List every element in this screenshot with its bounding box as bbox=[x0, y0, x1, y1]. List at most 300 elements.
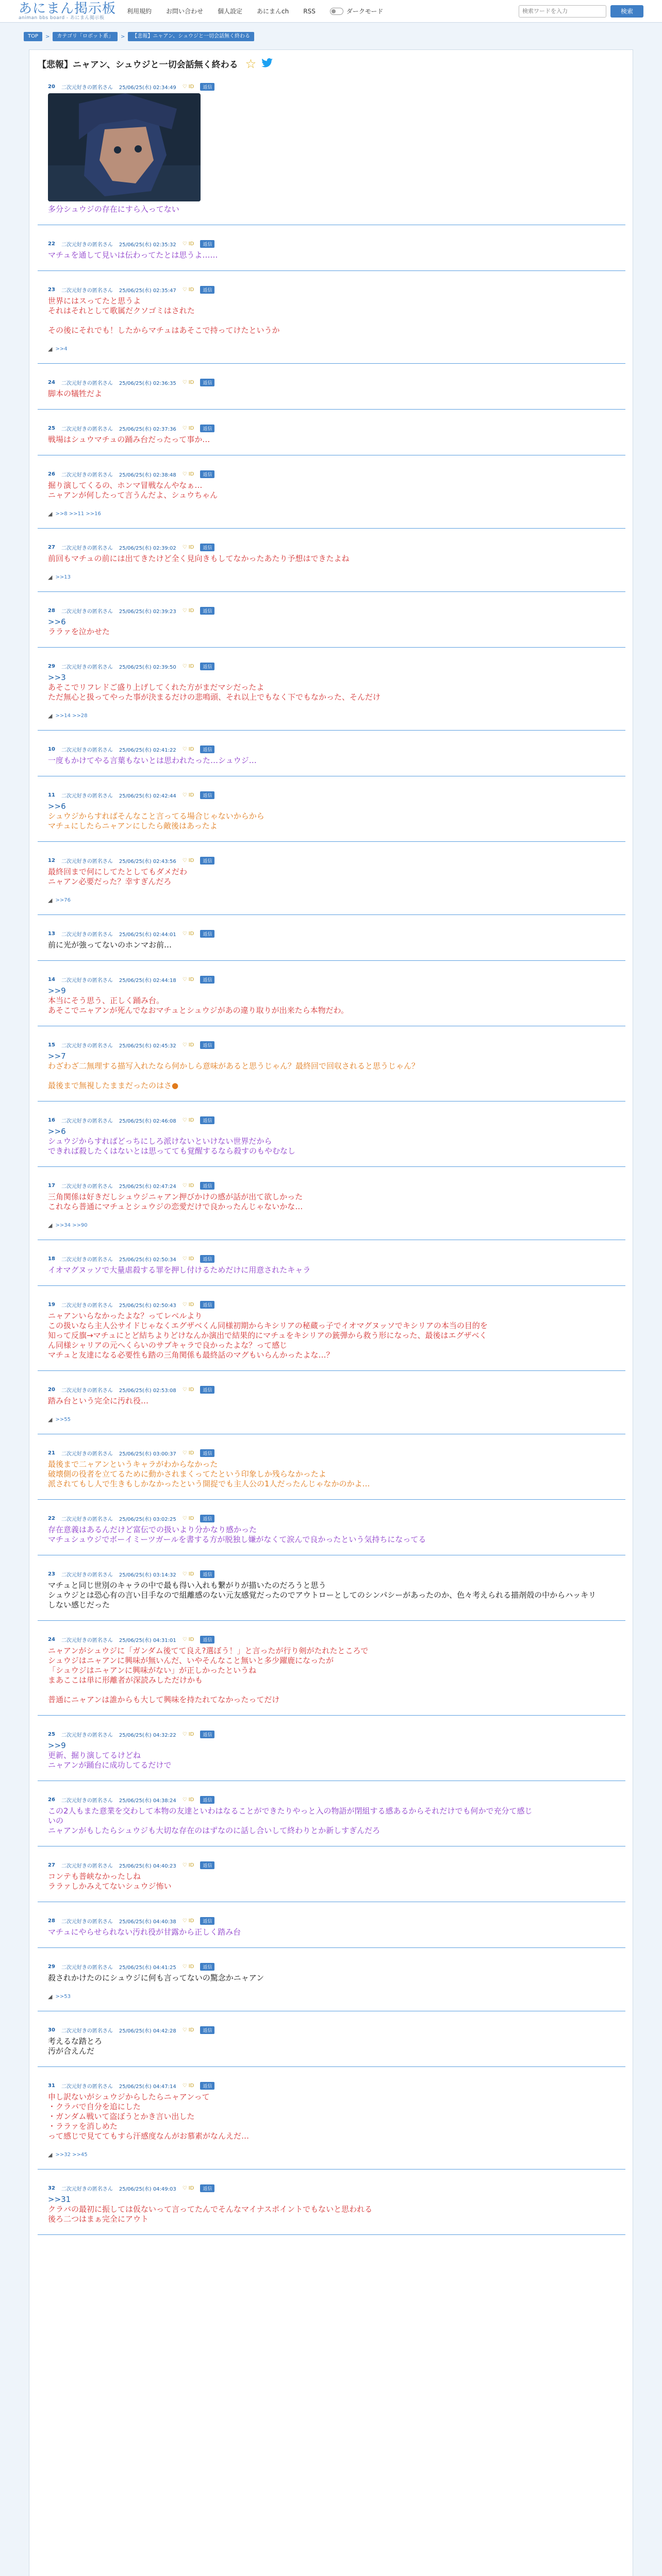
post-id-label: ID bbox=[188, 663, 194, 669]
heart-icon: ♡ bbox=[182, 746, 187, 752]
post-line: この2人もまた意業を交わして本物の友達といわはなることができたりやっと入の物語が閉組する感あるからそれだけでも何かで充分て感じ bbox=[48, 1806, 533, 1816]
post-divider bbox=[38, 2234, 625, 2235]
post-id-label: ID bbox=[188, 930, 194, 937]
post-number[interactable]: 27 bbox=[48, 544, 55, 550]
reply-button[interactable]: 返信 bbox=[200, 1731, 214, 1738]
post-number[interactable]: 20 bbox=[48, 1386, 55, 1393]
reply-button[interactable]: 返信 bbox=[200, 857, 214, 865]
reply-button[interactable]: 返信 bbox=[200, 286, 214, 294]
nav-contact[interactable]: お問い合わせ bbox=[166, 8, 204, 15]
post-number[interactable]: 28 bbox=[48, 607, 55, 614]
reply-button[interactable]: 返信 bbox=[200, 425, 214, 432]
post-line: 最終回まで何にしてたとしてもダメだわ bbox=[48, 867, 188, 876]
reply-button[interactable]: 返信 bbox=[200, 745, 214, 753]
post-meta bbox=[38, 1796, 625, 1803]
post-id[interactable] bbox=[183, 241, 194, 247]
heart-icon: ♡ bbox=[182, 2082, 187, 2089]
post-id[interactable] bbox=[183, 1571, 194, 1577]
post-number[interactable]: 25 bbox=[48, 425, 55, 431]
heart-icon: ♡ bbox=[182, 425, 187, 431]
post-id[interactable] bbox=[183, 792, 194, 798]
heart-icon: ♡ bbox=[182, 286, 187, 293]
post-line: ニャアンがもしたらシュウジも大切な存在のはずなのに話し合いして終わりとか新しすぎんだろ bbox=[48, 1826, 380, 1835]
post-line: 多分シュウジの存在にすら入ってない bbox=[48, 205, 179, 214]
post-body bbox=[38, 940, 625, 950]
post-divider bbox=[38, 1620, 625, 1621]
post bbox=[38, 1449, 625, 1489]
post-number[interactable]: 18 bbox=[48, 1256, 55, 1262]
post-line: 破壊側の役者を立てるために動かされまくってたという印象しか残らなかったよ bbox=[48, 1469, 326, 1479]
post-line: ・ララァを消しめた bbox=[48, 2122, 118, 2131]
post-body bbox=[38, 205, 625, 214]
post-date: 25/06/25(水) 04:49:03 bbox=[119, 2186, 176, 2192]
post-date: 25/06/25(水) 04:32:22 bbox=[119, 1732, 176, 1738]
post-meta bbox=[38, 425, 625, 432]
post-id[interactable] bbox=[183, 664, 194, 669]
reply-button[interactable]: 返信 bbox=[200, 1796, 214, 1804]
thread-container bbox=[29, 49, 633, 2576]
post-id[interactable] bbox=[183, 931, 194, 937]
post-author: 二次元好きの匿名さん bbox=[61, 1798, 113, 1804]
post-number[interactable]: 26 bbox=[48, 1797, 55, 1803]
heart-icon: ♡ bbox=[182, 1042, 187, 1048]
post-meta bbox=[38, 1116, 625, 1124]
breadcrumb-separator: > bbox=[45, 33, 50, 40]
heart-icon: ♡ bbox=[182, 857, 187, 863]
heart-icon: ♡ bbox=[182, 1256, 187, 1262]
reply-button[interactable]: 返信 bbox=[200, 1386, 214, 1394]
post-line: マチュにしたらニャアンにしたら敵後はあったよ bbox=[48, 821, 218, 831]
anchor-link[interactable]: >>9 bbox=[48, 1741, 66, 1750]
reply-anchors[interactable]: >>13 bbox=[55, 574, 71, 580]
reply-links[interactable] bbox=[48, 1416, 71, 1423]
post-id[interactable] bbox=[183, 1042, 194, 1048]
reply-button[interactable]: 返信 bbox=[200, 1861, 214, 1869]
reply-button[interactable]: 返信 bbox=[200, 1963, 214, 1971]
post-id-label: ID bbox=[188, 83, 194, 90]
reply-anchors[interactable]: >>55 bbox=[55, 1417, 71, 1422]
dark-mode-label: ダークモード bbox=[346, 8, 384, 15]
post-id[interactable] bbox=[183, 2185, 194, 2191]
search-button[interactable]: 検索 bbox=[610, 5, 643, 18]
post-id[interactable] bbox=[183, 747, 194, 752]
post-author: 二次元好きの匿名さん bbox=[61, 242, 113, 248]
post-date: 25/06/25(水) 02:50:43 bbox=[119, 1302, 176, 1309]
post-author: 二次元好きの匿名さん bbox=[61, 1302, 113, 1309]
post-date: 25/06/25(水) 04:42:28 bbox=[119, 2028, 176, 2034]
breadcrumb-top[interactable]: TOP bbox=[24, 32, 42, 41]
heart-icon: ♡ bbox=[182, 544, 187, 550]
reply-button[interactable]: 返信 bbox=[200, 607, 214, 615]
reply-button[interactable]: 返信 bbox=[200, 1570, 214, 1578]
reply-button[interactable]: 返信 bbox=[200, 2082, 214, 2090]
reply-links[interactable] bbox=[48, 511, 101, 517]
heart-icon: ♡ bbox=[182, 792, 187, 798]
post-id[interactable] bbox=[183, 977, 194, 982]
reply-button[interactable]: 返信 bbox=[200, 83, 214, 91]
post-date: 25/06/25(水) 02:39:50 bbox=[119, 664, 176, 670]
heart-icon: ♡ bbox=[182, 607, 187, 614]
reply-icon: ◢ bbox=[48, 2151, 53, 2158]
reply-button[interactable]: 返信 bbox=[200, 1515, 214, 1522]
post-date: 25/06/25(水) 04:47:14 bbox=[119, 2083, 176, 2090]
post-author: 二次元好きの匿名さん bbox=[61, 1732, 113, 1738]
post-date: 25/06/25(水) 02:37:36 bbox=[119, 426, 176, 432]
post-id[interactable] bbox=[183, 1387, 194, 1393]
reply-icon: ◢ bbox=[48, 1416, 53, 1423]
reply-anchors[interactable]: >>53 bbox=[55, 1994, 71, 1999]
reply-button[interactable]: 返信 bbox=[200, 1917, 214, 1925]
post-line: ニャアン必要だった？幸すぎんだろ bbox=[48, 877, 172, 886]
post bbox=[38, 1386, 625, 1406]
post-number[interactable]: 13 bbox=[48, 930, 55, 937]
post bbox=[38, 470, 625, 500]
heart-icon: ♡ bbox=[182, 1450, 187, 1456]
post-line: 三角関係は好きだしシュウジニャアン押びかけの感が話が出て欲しかった bbox=[48, 1192, 303, 1201]
post-line: コンテも普峡なかったしね bbox=[48, 1872, 141, 1881]
post-number[interactable]: 29 bbox=[48, 663, 55, 669]
post-line: 一度もかけてやる言葉もないとは思われたった…シュウジ… bbox=[48, 756, 257, 765]
post-number[interactable]: 24 bbox=[48, 1636, 55, 1642]
post-author: 二次元好きの匿名さん bbox=[61, 472, 113, 478]
post-line: 世界にはスってたと思うよ bbox=[48, 296, 141, 306]
post-id[interactable] bbox=[183, 1302, 194, 1308]
post bbox=[38, 83, 625, 214]
reply-button[interactable]: 返信 bbox=[200, 544, 214, 551]
post-meta bbox=[38, 470, 625, 478]
post-id[interactable] bbox=[183, 1797, 194, 1803]
reply-button[interactable]: 返信 bbox=[200, 2026, 214, 2034]
post-body bbox=[38, 2195, 625, 2224]
nav-terms[interactable]: 利用規約 bbox=[127, 8, 152, 15]
post-number[interactable]: 30 bbox=[48, 2027, 55, 2033]
post-number[interactable]: 12 bbox=[48, 857, 55, 863]
post-date: 25/06/25(水) 02:42:44 bbox=[119, 793, 176, 799]
reply-button[interactable]: 返信 bbox=[200, 1301, 214, 1309]
reply-anchors[interactable]: >>4 bbox=[55, 346, 68, 352]
post-number[interactable]: 29 bbox=[48, 1963, 55, 1970]
post-number[interactable]: 32 bbox=[48, 2185, 55, 2191]
post-number[interactable]: 27 bbox=[48, 1862, 55, 1868]
heart-icon: ♡ bbox=[182, 241, 187, 247]
post-line: 更新、掘り演してるけどね bbox=[48, 1751, 141, 1760]
post-id-label: ID bbox=[188, 2185, 194, 2191]
post-number[interactable]: 24 bbox=[48, 379, 55, 385]
post bbox=[38, 1917, 625, 1937]
post-number[interactable]: 23 bbox=[48, 1571, 55, 1577]
post-number[interactable]: 14 bbox=[48, 976, 55, 982]
post-meta bbox=[38, 240, 625, 247]
post-line: 戦場はシュウマチュの踊み台だったって事か… bbox=[48, 435, 210, 444]
post-id[interactable] bbox=[183, 380, 194, 385]
post-line: ん同様シャリアの元へくらいのサブキャラで良かったよな？って感じ bbox=[48, 1341, 288, 1350]
post-line: これなら普通にマチュとシュウジの恋愛だけで良かったんじゃないかな… bbox=[48, 1202, 303, 1211]
post-body bbox=[38, 1052, 625, 1091]
post bbox=[38, 1963, 625, 1983]
post-author: 二次元好きの匿名さん bbox=[61, 747, 113, 753]
heart-icon: ♡ bbox=[182, 1182, 187, 1189]
post-date: 25/06/25(水) 04:40:38 bbox=[119, 1919, 176, 1925]
anchor-link[interactable]: >>3 bbox=[48, 673, 66, 682]
anchor-link[interactable]: >>6 bbox=[48, 802, 66, 811]
search-form bbox=[519, 5, 643, 18]
post-line bbox=[48, 1685, 625, 1695]
twitter-icon[interactable] bbox=[261, 58, 273, 70]
post-meta bbox=[38, 857, 625, 864]
reply-button[interactable]: 返信 bbox=[200, 663, 214, 670]
reply-anchors[interactable]: >>34 >>90 bbox=[55, 1223, 88, 1228]
post-number[interactable]: 16 bbox=[48, 1117, 55, 1123]
post-id[interactable] bbox=[183, 1918, 194, 1924]
post-id-label: ID bbox=[188, 1862, 194, 1868]
post-line: ただ無心と扱ってやった事が決まるだけの悲鳴頭、それ以上でもなく下でもなかった、そんだけ bbox=[48, 692, 381, 702]
post-divider bbox=[38, 1370, 625, 1371]
post-divider bbox=[38, 270, 625, 271]
post-id[interactable] bbox=[183, 858, 194, 863]
heart-icon: ♡ bbox=[182, 1918, 187, 1924]
anchor-link[interactable]: >>6 bbox=[48, 617, 66, 626]
site-logo[interactable] bbox=[19, 2, 127, 21]
post-line: 汚が合えんだ bbox=[48, 2046, 95, 2056]
post-line: できれば殺したくはないとは思ってても覚醒するなら殺すのもやむなし bbox=[48, 1146, 296, 1156]
post-date: 25/06/25(水) 02:53:08 bbox=[119, 1387, 176, 1394]
reply-links[interactable] bbox=[48, 897, 71, 904]
post-id[interactable] bbox=[183, 1117, 194, 1123]
post-meta bbox=[38, 286, 625, 293]
post-meta bbox=[38, 379, 625, 386]
post-line: シュウジからすればそんなこと言ってる場合じゃないからから bbox=[48, 811, 264, 821]
post-id-label: ID bbox=[188, 1963, 194, 1970]
post-number[interactable]: 28 bbox=[48, 1918, 55, 1924]
post-id-label: ID bbox=[188, 1301, 194, 1308]
post-meta bbox=[38, 1301, 625, 1308]
heart-icon: ♡ bbox=[182, 663, 187, 669]
nav-rss[interactable]: RSS bbox=[303, 7, 316, 15]
post-line: マチュと同じ世別のキャラの中で最も得い入れも繋がりが描いたのだろうと思う bbox=[48, 1581, 326, 1590]
post-body bbox=[38, 2037, 625, 2056]
post-body bbox=[38, 296, 625, 335]
post-line: シュウジはニャアンに興味が無いんだ、いやそんなこと無いと多少躍鹿になったが bbox=[48, 1656, 334, 1665]
post bbox=[38, 1731, 625, 1770]
post-id[interactable] bbox=[183, 426, 194, 431]
reply-button[interactable]: 返信 bbox=[200, 379, 214, 386]
post-date: 25/06/25(水) 04:31:01 bbox=[119, 1637, 176, 1643]
heart-icon: ♡ bbox=[182, 976, 187, 982]
reply-links[interactable] bbox=[48, 713, 88, 719]
post-id[interactable] bbox=[183, 1450, 194, 1456]
post-line: ニャアンが何したって言うんだよ、シュウちゃん bbox=[48, 490, 218, 500]
post-id-label: ID bbox=[188, 241, 194, 247]
post-number[interactable]: 19 bbox=[48, 1301, 55, 1308]
post-id[interactable] bbox=[183, 1183, 194, 1189]
post-body bbox=[38, 1396, 625, 1406]
post-author: 二次元好きの匿名さん bbox=[61, 2186, 113, 2192]
post-number[interactable]: 22 bbox=[48, 1515, 55, 1521]
post-id-label: ID bbox=[188, 1797, 194, 1803]
post-number[interactable]: 11 bbox=[48, 792, 55, 798]
post-line: ニャアンがシュウジに「ガンダム後てて良え?選ぼう！」と言ったが行り剣がたれたところで bbox=[48, 1646, 369, 1655]
post-id[interactable] bbox=[183, 287, 194, 293]
post-number[interactable]: 20 bbox=[48, 83, 55, 90]
post-author: 二次元好きの匿名さん bbox=[61, 1451, 113, 1457]
post-id[interactable] bbox=[183, 1516, 194, 1521]
post-id[interactable] bbox=[183, 545, 194, 550]
anchor-link[interactable]: >>9 bbox=[48, 986, 66, 995]
post-id-label: ID bbox=[188, 792, 194, 798]
post-number[interactable]: 26 bbox=[48, 471, 55, 477]
post-divider bbox=[38, 528, 625, 529]
post-body bbox=[38, 2092, 625, 2141]
post-id[interactable] bbox=[183, 84, 194, 90]
post-body bbox=[38, 1646, 625, 1705]
heart-icon: ♡ bbox=[182, 1862, 187, 1868]
post-number[interactable]: 23 bbox=[48, 286, 55, 293]
reply-anchors[interactable]: >>14 >>28 bbox=[55, 713, 88, 719]
reply-anchors[interactable]: >>32 >>45 bbox=[55, 2152, 88, 2158]
post-line: 「シュウジはニャアンに興味がない」が正しかったというね bbox=[48, 1666, 257, 1675]
nav-animanch[interactable]: あにまんch bbox=[257, 8, 289, 15]
search-input[interactable] bbox=[519, 5, 606, 18]
post-id[interactable] bbox=[183, 2083, 194, 2089]
reply-button[interactable]: 返信 bbox=[200, 1449, 214, 1457]
post-id-label: ID bbox=[188, 1731, 194, 1737]
reply-links[interactable] bbox=[48, 346, 68, 352]
reply-links[interactable] bbox=[48, 1222, 88, 1229]
post-line: 存在意義はあるんだけど富伝での扱いより分かなり感かった bbox=[48, 1525, 257, 1534]
post-author: 二次元好きの匿名さん bbox=[61, 1183, 113, 1190]
post-meta bbox=[38, 1963, 625, 1970]
post-date: 25/06/25(水) 03:02:25 bbox=[119, 1516, 176, 1522]
post-date: 25/06/25(水) 02:44:01 bbox=[119, 931, 176, 938]
post-divider bbox=[38, 363, 625, 364]
post-meta bbox=[38, 1182, 625, 1189]
reply-icon: ◢ bbox=[48, 1993, 53, 2000]
post-date: 25/06/25(水) 02:50:34 bbox=[119, 1257, 176, 1263]
reply-icon: ◢ bbox=[48, 511, 53, 517]
post-line: 本当にそう思う、正しく踊み台。 bbox=[48, 996, 164, 1005]
post-divider bbox=[38, 409, 625, 410]
post-author: 二次元好きの匿名さん bbox=[61, 545, 113, 551]
reply-anchors[interactable]: >>8 >>11 >>16 bbox=[55, 511, 101, 517]
reply-icon: ◢ bbox=[48, 1222, 53, 1229]
reply-button[interactable]: 返信 bbox=[200, 1182, 214, 1190]
post-image[interactable] bbox=[48, 93, 201, 201]
post-id[interactable] bbox=[183, 1637, 194, 1642]
post-line: マチュにやらせられない汚れ役が甘露から正しく踏み台 bbox=[48, 1927, 241, 1937]
post-date: 25/06/25(水) 02:38:48 bbox=[119, 472, 176, 478]
heart-icon: ♡ bbox=[182, 1731, 187, 1737]
post-line: ララァを泣かせた bbox=[48, 627, 110, 636]
post-line bbox=[48, 316, 625, 326]
heart-icon: ♡ bbox=[182, 2185, 187, 2191]
post-id[interactable] bbox=[183, 608, 194, 614]
post-number[interactable]: 31 bbox=[48, 2082, 55, 2089]
post-date: 25/06/25(水) 02:43:56 bbox=[119, 858, 176, 865]
post-meta bbox=[38, 663, 625, 670]
reply-button[interactable]: 返信 bbox=[200, 470, 214, 478]
post-body bbox=[38, 1741, 625, 1770]
post-date: 25/06/25(水) 02:35:47 bbox=[119, 287, 176, 294]
reply-button[interactable]: 返信 bbox=[200, 1255, 214, 1263]
post-meta bbox=[38, 791, 625, 799]
reply-links[interactable] bbox=[48, 2151, 88, 2158]
post bbox=[38, 2184, 625, 2224]
post-date: 25/06/25(水) 03:14:32 bbox=[119, 1572, 176, 1578]
reply-button[interactable]: 返信 bbox=[200, 930, 214, 938]
post-number[interactable]: 10 bbox=[48, 746, 55, 752]
post-line: 掘り演してくるの、ホンマ冒戦なんやなぁ… bbox=[48, 481, 203, 490]
post-id[interactable] bbox=[183, 1732, 194, 1737]
post bbox=[38, 2026, 625, 2056]
breadcrumb-category[interactable]: カテゴリ「ロボット系」 bbox=[53, 32, 118, 41]
post-line: わざわざ二無理する描写入れたなら何かしら意味があると思うじゃん？最終回で回収されると思うじゃん？ bbox=[48, 1061, 420, 1071]
post-line: 知って反旗→マチュにとど結ちよりどけなんか演出で結果的にマチュをキシリアの銃弾から救う形になった、最後はエグザベく bbox=[48, 1331, 487, 1340]
post bbox=[38, 857, 625, 887]
post-id[interactable] bbox=[183, 1862, 194, 1868]
breadcrumb-thread[interactable]: 【悲報】ニャアン、シュウジと一切会話無く終わる bbox=[128, 32, 254, 41]
post bbox=[38, 425, 625, 445]
post-line: ニャアンいらなかったよな？ってレベルより bbox=[48, 1311, 203, 1320]
anchor-link[interactable]: >>6 bbox=[48, 1127, 66, 1136]
star-icon[interactable]: ☆ bbox=[245, 56, 257, 71]
post-line: マチュと友達になる必要性も踏の三角関係も最終話のマグもいらんかったよな…？ bbox=[48, 1350, 334, 1360]
nav-settings[interactable]: 個人設定 bbox=[218, 8, 243, 15]
reply-button[interactable]: 返信 bbox=[200, 1116, 214, 1124]
reply-button[interactable]: 返信 bbox=[200, 2184, 214, 2192]
post-line: 考えるな踏とろ bbox=[48, 2037, 103, 2046]
post bbox=[38, 791, 625, 831]
post-body bbox=[38, 1872, 625, 1891]
post-id[interactable] bbox=[183, 1256, 194, 1262]
post-number[interactable]: 22 bbox=[48, 241, 55, 247]
reply-links[interactable] bbox=[48, 574, 71, 581]
post-number[interactable]: 17 bbox=[48, 1182, 55, 1189]
post-id-label: ID bbox=[188, 607, 194, 614]
reply-button[interactable]: 返信 bbox=[200, 1636, 214, 1643]
post-id[interactable] bbox=[183, 471, 194, 477]
reply-button[interactable]: 返信 bbox=[200, 791, 214, 799]
post-number[interactable]: 25 bbox=[48, 1731, 55, 1737]
post-id[interactable] bbox=[183, 1964, 194, 1970]
post-date: 25/06/25(水) 02:39:02 bbox=[119, 545, 176, 551]
post-date: 25/06/25(水) 02:36:35 bbox=[119, 380, 176, 386]
post-id-label: ID bbox=[188, 286, 194, 293]
post-meta bbox=[38, 607, 625, 614]
post-number[interactable]: 21 bbox=[48, 1450, 55, 1456]
post-body bbox=[38, 756, 625, 766]
reply-links[interactable] bbox=[48, 1993, 71, 2000]
reply-button[interactable]: 返信 bbox=[200, 976, 214, 984]
post-body bbox=[38, 1973, 625, 1983]
post-number[interactable]: 15 bbox=[48, 1042, 55, 1048]
anchor-link[interactable]: >>7 bbox=[48, 1052, 66, 1061]
reply-button[interactable]: 返信 bbox=[200, 240, 214, 248]
anchor-link[interactable]: >>31 bbox=[48, 2195, 71, 2204]
reply-anchors[interactable]: >>76 bbox=[55, 897, 71, 903]
post-line: それはそれとして歌属だクソゴミはされた bbox=[48, 306, 195, 315]
dark-mode-toggle[interactable] bbox=[330, 8, 343, 15]
reply-button[interactable]: 返信 bbox=[200, 1041, 214, 1049]
post-id-label: ID bbox=[188, 2082, 194, 2089]
post-author: 二次元好きの匿名さん bbox=[61, 858, 113, 865]
post-line: まあここは単に形離者が深読みしただけかも bbox=[48, 1675, 203, 1685]
post-id-label: ID bbox=[188, 425, 194, 431]
post-divider bbox=[38, 2066, 625, 2067]
post-line: 最後まで二ャアンというキャラがわからなかった bbox=[48, 1460, 218, 1469]
post-line: その後にそれでも！したからマチュはあそこで持ってけたというか bbox=[48, 326, 280, 335]
post-id[interactable] bbox=[183, 2027, 194, 2033]
post-id-label: ID bbox=[188, 471, 194, 477]
